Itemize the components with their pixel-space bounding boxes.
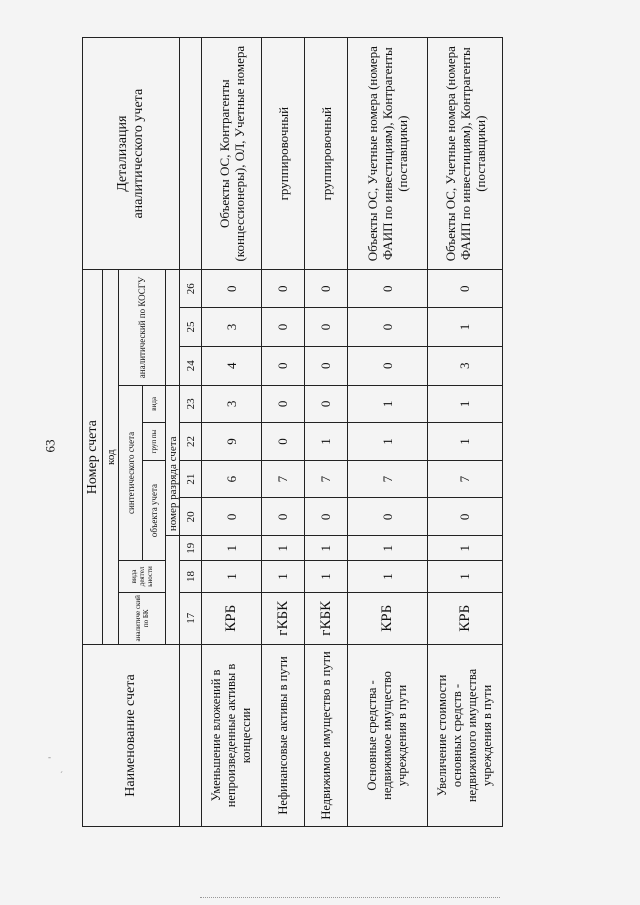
row-value: 0 bbox=[305, 270, 348, 308]
row-value: КРБ bbox=[202, 592, 262, 644]
row-value: 3 bbox=[428, 346, 503, 385]
header-name: Наименование счета bbox=[83, 644, 180, 826]
row-name: Увеличение стоимости основных средств - недвижимого имущества учреждения в пути bbox=[428, 644, 503, 826]
row-value: 1 bbox=[348, 536, 428, 561]
row-value: 3 bbox=[202, 308, 262, 347]
row-value: 0 bbox=[348, 308, 428, 347]
row-name: Нефинансовые активы в пути bbox=[262, 644, 305, 826]
stray-mark: ´ bbox=[60, 770, 63, 780]
row-value: 0 bbox=[348, 346, 428, 385]
row-detail: Объекты ОС, Учетные номера (номера ФАИП по инвестициям), Контрагенты (поставщики) bbox=[348, 38, 428, 270]
column-number: 25 bbox=[180, 308, 202, 347]
table-row bbox=[428, 38, 503, 827]
header-group: груп пы bbox=[143, 423, 166, 461]
row-value: 0 bbox=[262, 498, 305, 536]
row-value: 1 bbox=[428, 561, 503, 592]
row-value: 0 bbox=[348, 498, 428, 536]
row-value: 7 bbox=[428, 460, 503, 498]
row-value: 1 bbox=[428, 308, 503, 347]
column-number: 24 bbox=[180, 346, 202, 385]
row-value: 0 bbox=[202, 270, 262, 308]
header-analytical-bk: аналитиче ский по БК bbox=[119, 592, 166, 644]
row-value: 0 bbox=[262, 385, 305, 423]
row-value: 0 bbox=[305, 498, 348, 536]
row-value: 1 bbox=[305, 561, 348, 592]
row-detail: Объекты ОС, Контрагенты (концессионеры), ОЛ, Учетные номера bbox=[202, 38, 262, 270]
row-detail: группировочный bbox=[305, 38, 348, 270]
row-value: 0 bbox=[202, 498, 262, 536]
row-value: 1 bbox=[262, 561, 305, 592]
header-account-number: Номер счета bbox=[83, 270, 103, 645]
row-value: 1 bbox=[348, 561, 428, 592]
row-value: 0 bbox=[262, 308, 305, 347]
header-activity-type: вида деятел ьности bbox=[119, 561, 166, 592]
column-number: 23 bbox=[180, 385, 202, 423]
row-value: 1 bbox=[202, 561, 262, 592]
column-number: 21 bbox=[180, 460, 202, 498]
row-value: 1 bbox=[428, 385, 503, 423]
accounts-table bbox=[82, 37, 503, 827]
table-row bbox=[305, 38, 348, 827]
row-value: гКБК bbox=[262, 592, 305, 644]
row-value: 1 bbox=[202, 536, 262, 561]
column-number: 20 bbox=[180, 498, 202, 536]
table-row bbox=[348, 38, 428, 827]
row-value: 6 bbox=[202, 460, 262, 498]
row-value: 0 bbox=[428, 498, 503, 536]
row-value: 3 bbox=[202, 385, 262, 423]
row-value: 7 bbox=[348, 460, 428, 498]
row-value: КРБ bbox=[428, 592, 503, 644]
row-value: 1 bbox=[348, 423, 428, 461]
header-detail: Детализация аналитического учета bbox=[83, 38, 180, 270]
row-value: 0 bbox=[262, 423, 305, 461]
row-value: 1 bbox=[428, 536, 503, 561]
row-value: 0 bbox=[262, 270, 305, 308]
header-digit-number: номер разряда счета bbox=[166, 385, 180, 536]
row-name: Недвижимое имущество в пути bbox=[305, 644, 348, 826]
header-object: объекта учета bbox=[143, 460, 166, 560]
row-value: 0 bbox=[305, 346, 348, 385]
row-value: 1 bbox=[305, 536, 348, 561]
header-analytical-kosgu: аналитический по КОСГУ bbox=[119, 270, 166, 385]
stray-mark: - bbox=[48, 752, 51, 762]
row-value: 9 bbox=[202, 423, 262, 461]
column-number: 17 bbox=[180, 592, 202, 644]
row-value: 1 bbox=[348, 385, 428, 423]
row-value: 0 bbox=[262, 346, 305, 385]
row-value: 0 bbox=[348, 270, 428, 308]
row-value: 1 bbox=[305, 423, 348, 461]
row-name: Уменьшение вложений в непроизведенные активы в концессии bbox=[202, 644, 262, 826]
header-synthetic: синтетического счета bbox=[119, 385, 143, 561]
row-value: 1 bbox=[262, 536, 305, 561]
row-value: гКБК bbox=[305, 592, 348, 644]
column-number: 26 bbox=[180, 270, 202, 308]
page-number: 63 bbox=[42, 439, 58, 453]
rotated-table-container bbox=[82, 37, 502, 827]
row-value: КРБ bbox=[348, 592, 428, 644]
table-row bbox=[202, 38, 262, 827]
row-value: 4 bbox=[202, 346, 262, 385]
column-number: 18 bbox=[180, 561, 202, 592]
header-kind: вида bbox=[143, 385, 166, 423]
row-detail: группировочный bbox=[262, 38, 305, 270]
row-value: 0 bbox=[428, 270, 503, 308]
row-value: 0 bbox=[305, 385, 348, 423]
table-row bbox=[262, 38, 305, 827]
column-number: 22 bbox=[180, 423, 202, 461]
page-edge-line bbox=[200, 897, 500, 898]
header-code: код bbox=[103, 270, 119, 645]
row-value: 7 bbox=[262, 460, 305, 498]
row-detail: Объекты ОС, Учетные номера (номера ФАИП по инвестициям), Контрагенты (поставщики) bbox=[428, 38, 503, 270]
row-value: 1 bbox=[428, 423, 503, 461]
row-value: 7 bbox=[305, 460, 348, 498]
column-number: 19 bbox=[180, 536, 202, 561]
row-name: Основные средства - недвижимое имущество учреждения в пути bbox=[348, 644, 428, 826]
row-value: 0 bbox=[305, 308, 348, 347]
